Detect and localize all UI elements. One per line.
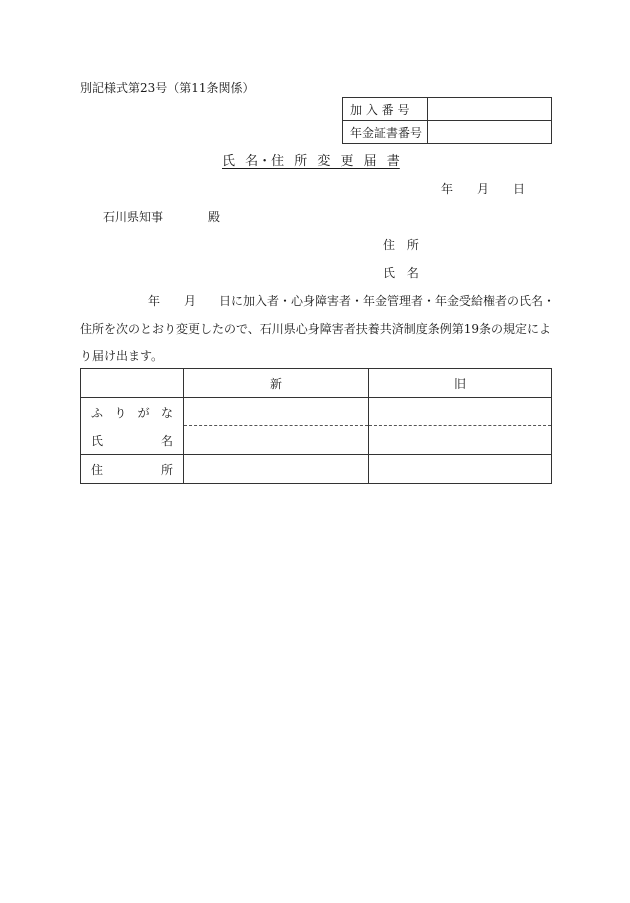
old-furigana-field[interactable] [369,398,551,426]
old-name-cell [369,398,552,455]
column-header-new: 新 [184,369,369,398]
form-title: 氏 名・住 所 変 更 届 書 [222,154,400,169]
applicant-name-label: 氏 名 [383,266,419,280]
recipient-honorific: 殿 [208,210,221,224]
date-month: 月 [477,182,490,196]
applicant-address-label: 住 所 [383,238,419,252]
name-label [81,426,183,454]
name-char: 氏 [91,433,104,448]
new-address-field[interactable] [184,455,369,484]
pension-certificate-number-field[interactable] [428,121,552,144]
address-char: 所 [160,462,173,477]
name-row-header [81,398,184,455]
furigana-char: り [114,405,127,420]
body-text-line2: 住所を次のとおり変更したので、石川県心身障害者扶養共済制度条例第19条の規定によ [80,322,552,336]
furigana-label [81,398,183,426]
column-header-old: 旧 [369,369,552,398]
date-year: 年 [441,182,454,196]
recipient-name: 石川県知事 [103,210,164,224]
change-table [80,368,552,484]
body-text-line3: り届け出ます。 [80,349,164,363]
address-char: 住 [91,462,104,477]
header-blank-cell [81,369,184,398]
new-name-field[interactable] [184,426,368,454]
form-number-label: 別記様式第23号（第11条関係） [80,81,255,95]
address-label [81,455,183,483]
body-text-line1: 日に加入者・心身障害者・年金管理者・年金受給権者の氏名・ [219,294,556,308]
body-month: 月 [184,294,197,308]
enrollment-number-label: 加 入 番 号 [343,98,428,121]
date-day: 日 [513,182,526,196]
body-year: 年 [148,294,161,308]
furigana-char: が [137,405,150,420]
old-address-field[interactable] [369,455,552,484]
new-name-cell [184,398,369,455]
furigana-char: な [160,405,173,420]
furigana-char: ふ [91,405,104,420]
pension-certificate-number-label: 年金証書番号 [343,121,428,144]
old-name-field[interactable] [369,426,551,454]
id-number-table [342,97,552,144]
new-furigana-field[interactable] [184,398,368,426]
address-row-header [81,455,184,484]
name-char: 名 [160,433,173,448]
enrollment-number-field[interactable] [428,98,552,121]
